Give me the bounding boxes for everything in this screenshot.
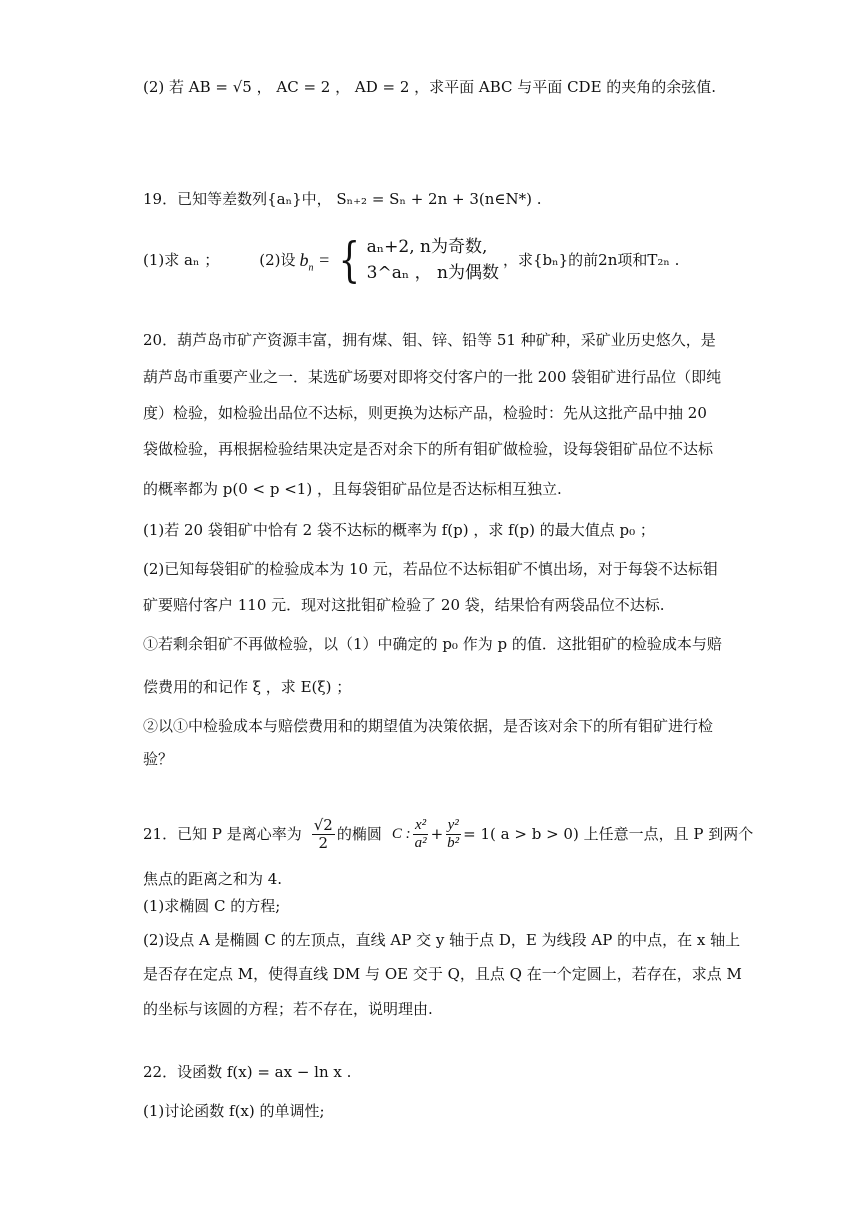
q21-stem (143, 812, 753, 856)
q21-stem-a: 21．已知 P 是离心率为 (143, 825, 302, 843)
q19-part2-prefix: (2)设 (259, 251, 296, 269)
q19-piecewise: { aₙ+2, n为奇数, 3^aₙ ， n为偶数 (338, 232, 499, 288)
q18-part2: (2) 若 AB = √5 ， AC = 2 ， AD = 2 ，求平面 ABC 与平面 CDE 的夹角的余弦值. (143, 78, 717, 96)
q21-stem-line2: 焦点的距离之和为 4. (143, 870, 283, 888)
q21-x-den: a² (414, 834, 427, 851)
q19-parts: (1)求 aₙ ； (2)设 $b_n$ = { aₙ+2, n为奇数, 3^aₙ ， n为偶数 ，求{bₙ}的前2n项和T₂ₙ . (143, 232, 680, 288)
q22-stem: 22．设函数 f(x) = ax − ln x . (143, 1063, 352, 1081)
q19-case-odd: aₙ+2, n为奇数, (366, 237, 488, 257)
q19-case-even: 3^aₙ ， n为偶数 (366, 263, 499, 283)
q20-part2-line: 矿要赔付客户 110 元．现对这批钼矿检验了 20 袋，结果恰有两袋品位不达标. (143, 596, 665, 614)
q20-stem-line: 葫芦岛市重要产业之一．某选矿场要对即将交付客户的一批 200 袋钼矿进行品位（即纯 (143, 368, 722, 386)
q21-stem-c: = 1( a > b > 0) 上任意一点，且 P 到两个 (463, 825, 754, 843)
q19-part1: (1)求 aₙ ； (143, 251, 220, 269)
q21-y-den: b² (447, 834, 460, 851)
q20-stem-line: 袋做检验，再根据检验结果决定是否对余下的所有钼矿做检验，设每袋钼矿品位不达标 (143, 440, 714, 458)
q21-ecc-den: 2 (318, 833, 329, 852)
q21-ecc-num: √2 (313, 815, 333, 834)
q20-sub1-line: ①若剩余钼矿不再做检验，以（1）中确定的 p₀ 作为 p 的值．这批钼矿的检验成本与赔 (143, 635, 722, 653)
q19-part2-suffix: ，求{bₙ}的前2n项和T₂ₙ . (502, 251, 680, 269)
q20-sub2-line: ②以①中检验成本与赔偿费用和的期望值为决策依据，是否该对余下的所有钼矿进行检 (143, 717, 714, 735)
q20-part1: (1)若 20 袋钼矿中恰有 2 袋不达标的概率为 f(p) ，求 f(p) 的最大值点 p₀ ； (143, 521, 655, 539)
q20-stem-line: 的概率都为 p(0 < p <1) ，且每袋钼矿品位是否达标相互独立. (143, 480, 562, 498)
q21-part2-line: 是否存在定点 M，使得直线 DM 与 OE 交于 Q，且点 Q 在一个定圆上，若存在，求点 M (143, 965, 742, 983)
q21-part2-line: (2)设点 A 是椭圆 C 的左顶点，直线 AP 交 y 轴于点 D，E 为线段 AP 的中点，在 x 轴上 (143, 931, 741, 949)
q20-stem-line: 20．葫芦岛市矿产资源丰富，拥有煤、钼、锌、铅等 51 种矿种，采矿业历史悠久，是 (143, 331, 716, 349)
q21-part2-line: 的坐标与该圆的方程；若不存在，说明理由. (143, 1000, 433, 1018)
q21-part1: (1)求椭圆 C 的方程; (143, 897, 281, 915)
q21-y-num: y² (447, 816, 459, 833)
q20-sub1-line: 偿费用的和记作 ξ ，求 E(ξ) ； (143, 678, 352, 696)
q22-part1: (1)讨论函数 f(x) 的单调性; (143, 1102, 325, 1120)
q19-stem: 19．已知等差数列{aₙ}中， Sₙ₊₂ = Sₙ + 2n + 3(n∈N*) . (143, 190, 542, 208)
q21-plus: + (430, 825, 444, 843)
q21-stem-b: 的椭圆 (336, 825, 382, 843)
q21-ellipse-c: C : (391, 826, 411, 842)
q20-sub2-line: 验？ (143, 750, 174, 768)
q20-stem-line: 度）检验，如检验出品位不达标，则更换为达标产品，检验时：先从这批产品中抽 20 (143, 404, 707, 422)
q20-part2-line: (2)已知每袋钼矿的检验成本为 10 元，若品位不达标钼矿不慎出场，对于每袋不达标钼 (143, 560, 718, 578)
q21-x-num: x² (415, 816, 427, 833)
